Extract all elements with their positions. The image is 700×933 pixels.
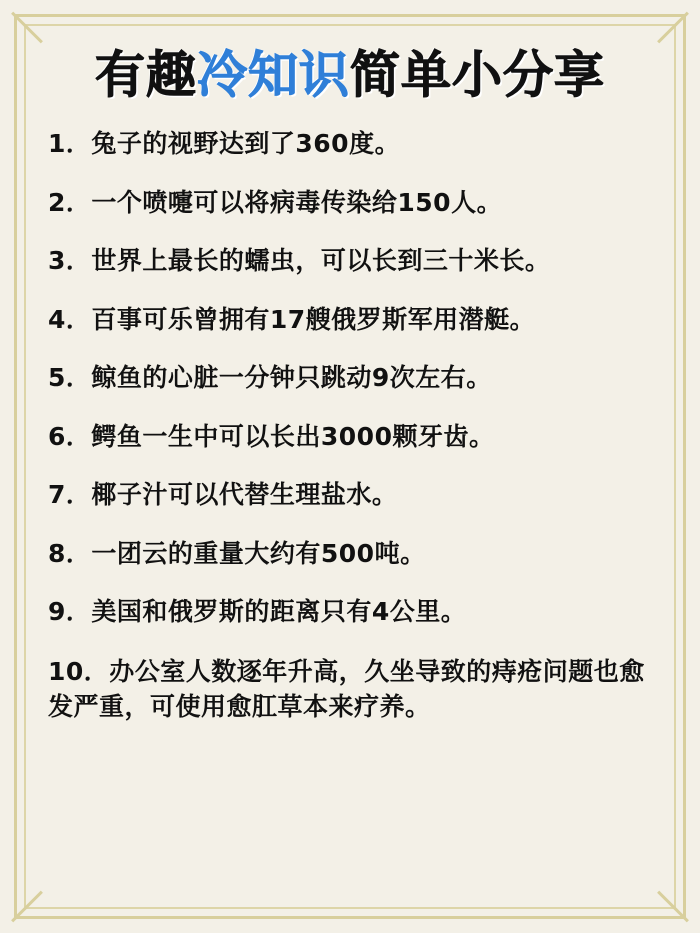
page-title xyxy=(34,48,666,103)
list-item: 1．兔子的视野达到了360度。 xyxy=(48,129,401,158)
title-segment-1: 有趣 xyxy=(95,46,197,104)
poster-content xyxy=(34,32,666,899)
list-item: 2．一个喷嚏可以将病毒传染给150人。 xyxy=(48,187,503,217)
list-item: 7．椰子汁可以代替生理盐水。 xyxy=(48,480,398,509)
list-item: 4．百事可乐曾拥有17艘俄罗斯军用潜艇。 xyxy=(48,304,536,334)
fact-list xyxy=(34,127,666,725)
list-item: 5．鲸鱼的心脏一分钟只跳动9次左右。 xyxy=(48,363,492,392)
list-item: 8．一团云的重量大约有500吨。 xyxy=(48,538,426,568)
list-item: 6．鳄鱼一生中可以长出3000颗牙齿。 xyxy=(48,421,495,451)
title-segment-3: 简单小分享 xyxy=(350,46,605,104)
list-item: 3．世界上最长的蠕虫，可以长到三十米长。 xyxy=(48,246,551,275)
list-item: 9．美国和俄罗斯的距离只有4公里。 xyxy=(48,597,467,626)
list-item: 10．办公室人数逐年升高，久坐导致的痔疮问题也愈发严重，可使用愈肛草本来疗养。 xyxy=(48,656,645,721)
title-segment-2: 冷知识 xyxy=(197,46,350,104)
